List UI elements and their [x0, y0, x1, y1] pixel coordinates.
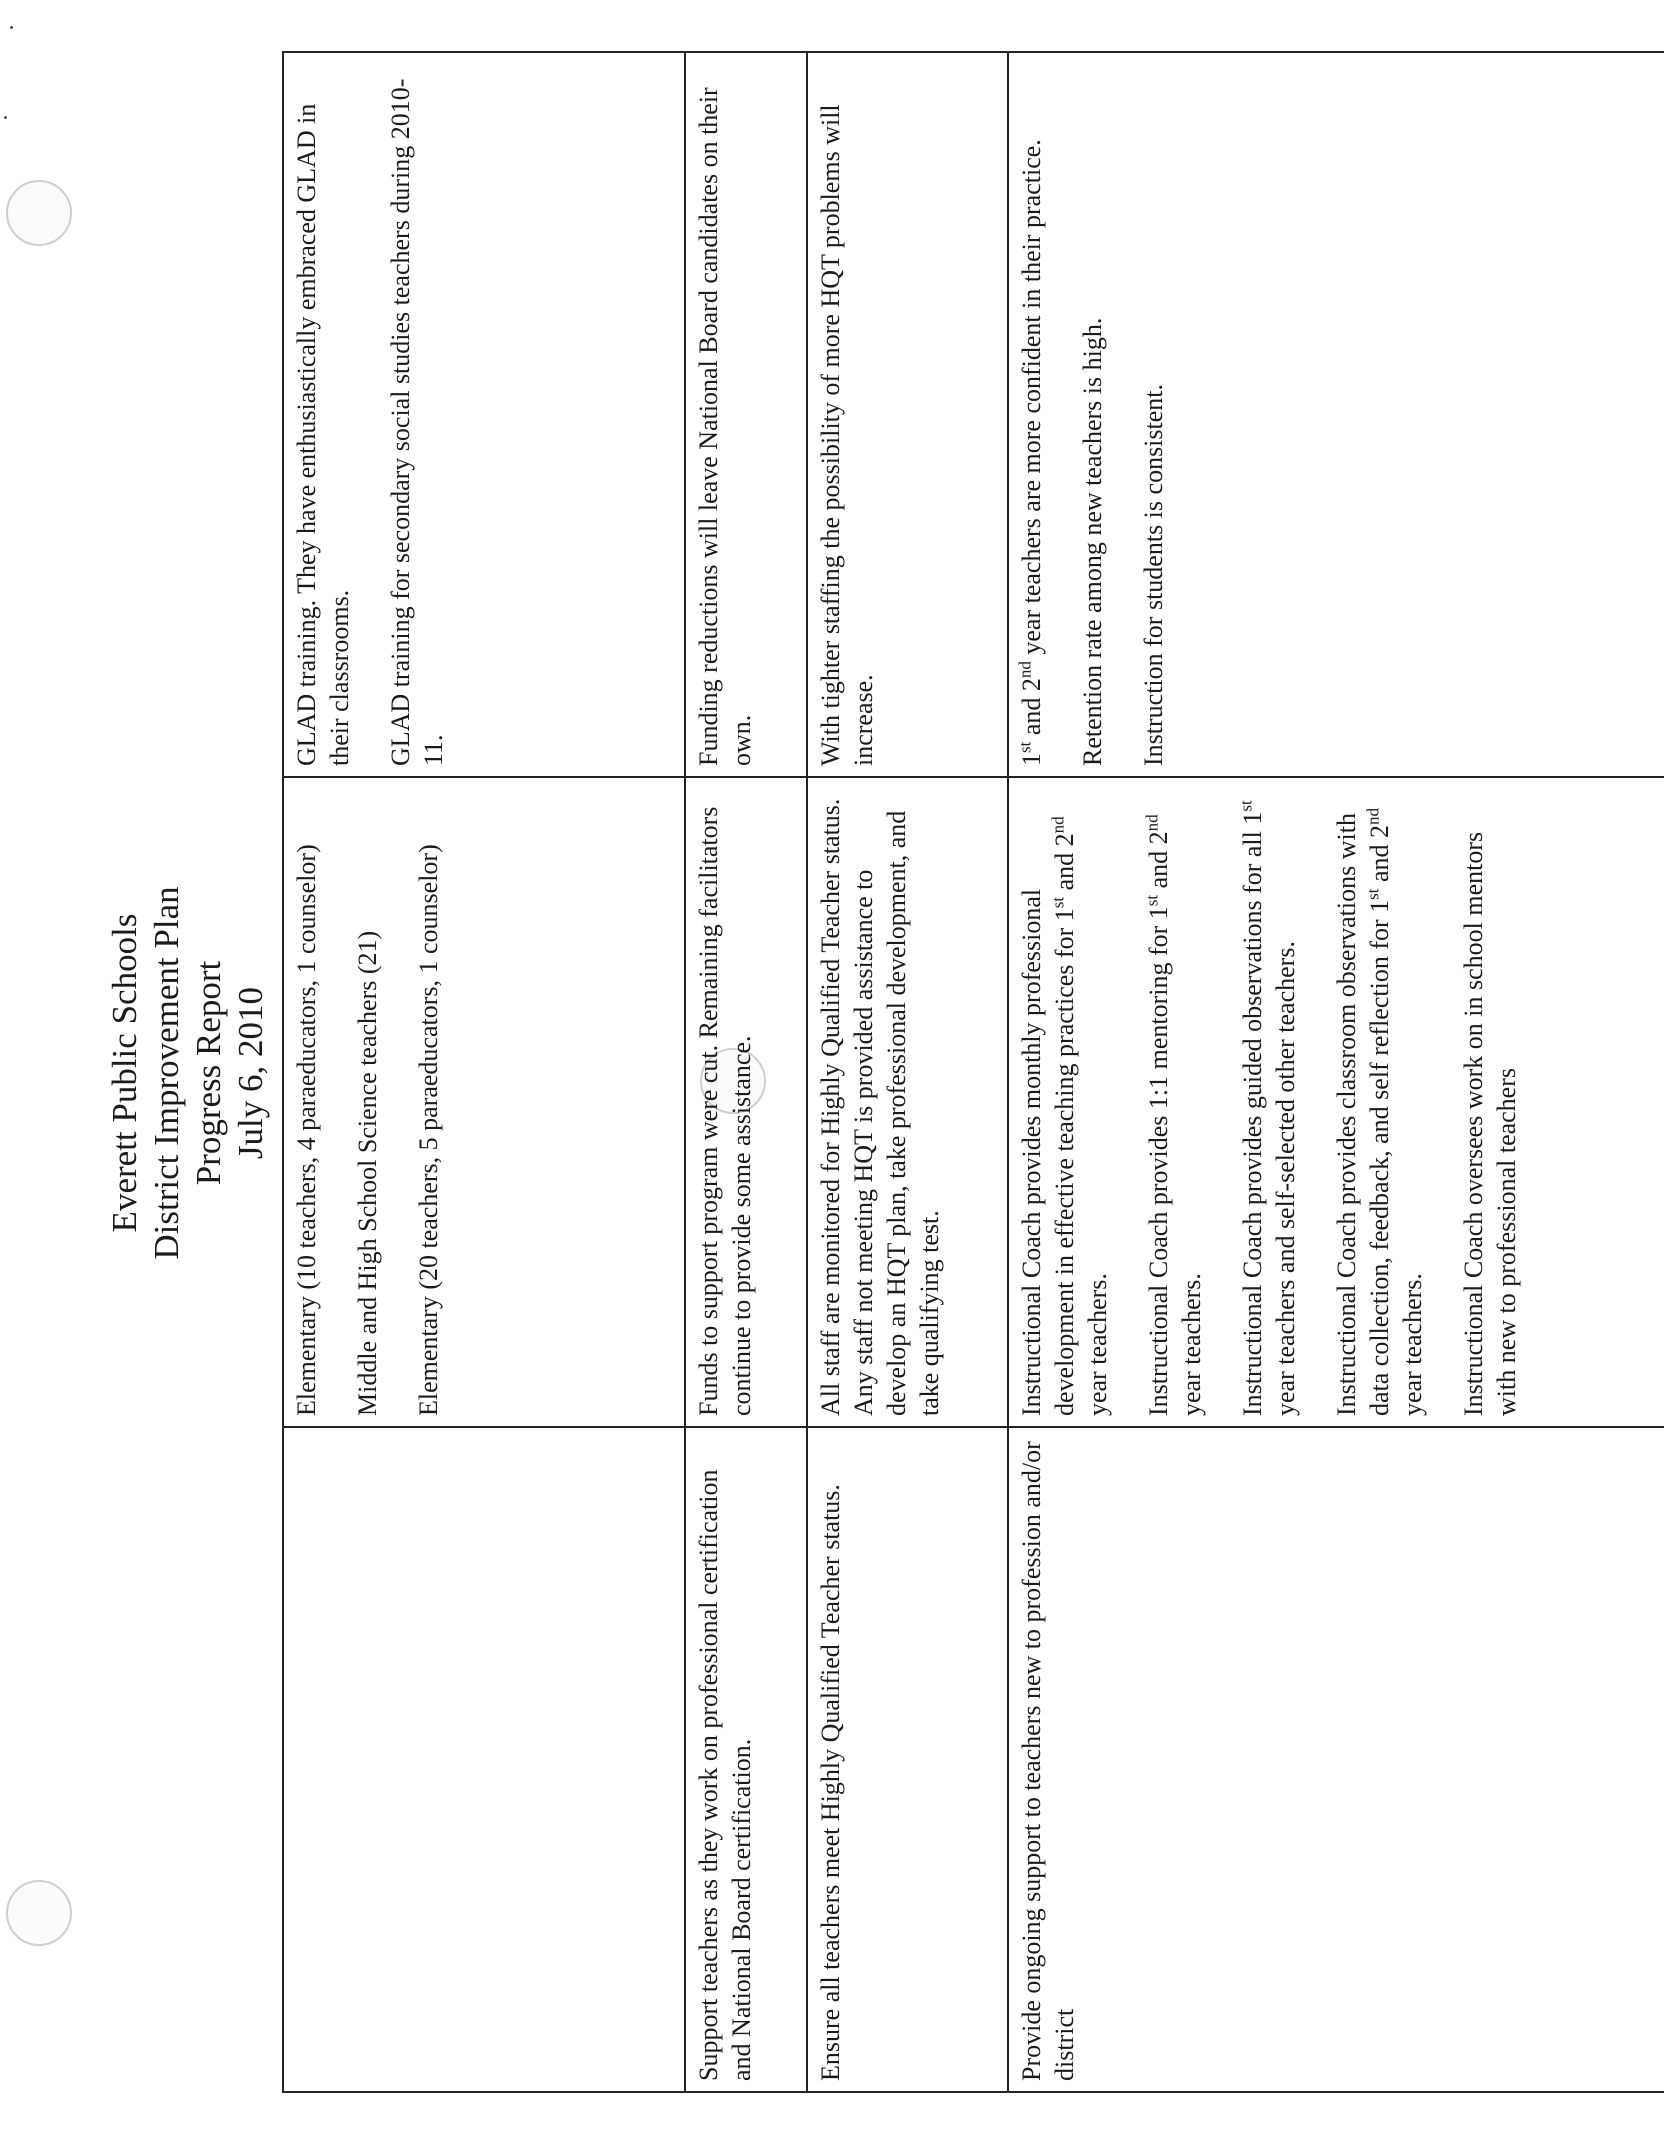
goal-text: Provide ongoing support to teachers new to profession and/or district	[1017, 1441, 1079, 2081]
plan-title: District Improvement Plan	[147, 886, 186, 1260]
result-cell	[685, 52, 807, 777]
action-cell	[283, 777, 685, 1427]
result-text: Retention rate among new teachers is high.	[1078, 317, 1107, 766]
goal-cell	[807, 1427, 1008, 2092]
table-row	[283, 52, 685, 2092]
result-text: With tighter staffing the possibility of more HQT problems will increase.	[816, 104, 878, 766]
goal-cell	[1008, 1427, 1664, 2092]
action-text: Instructional Coach provides 1:1 mentoring for 1st and 2nd year teachers.	[1142, 814, 1206, 1416]
table-row	[1008, 52, 1664, 2092]
result-cell	[1008, 52, 1664, 777]
goal-cell	[283, 1427, 685, 2092]
document-header	[52, 53, 277, 2093]
result-text: Instruction for students is consistent.	[1139, 383, 1168, 766]
action-cell	[685, 777, 807, 1427]
table-row	[807, 52, 1008, 2092]
action-text: Instructional Coach provides monthly professional development in effective teaching practices for 1st and 2nd year teachers.	[1017, 816, 1112, 1416]
result-text: GLAD training. They have enthusiastically embraced GLAD in their classrooms.	[292, 103, 354, 766]
result-text: GLAD training for secondary social studies teachers during 2010-11.	[386, 78, 448, 766]
rotated-page	[52, 53, 1557, 2093]
plan-table	[282, 51, 1664, 2093]
action-text: Elementary (10 teachers, 4 paraeducators, 1 counselor)	[292, 844, 321, 1416]
result-cell	[807, 52, 1008, 777]
goal-text: Ensure all teachers meet Highly Qualified Teacher status.	[816, 1484, 845, 2081]
action-text: Instructional Coach oversees work on in school mentors with new to professional teachers	[1459, 831, 1521, 1416]
action-text: All staff are monitored for Highly Qualified Teacher status. Any staff not meeting HQT is provided assistance to develop an HQT plan, take professional development, and take qualifying test.	[816, 798, 944, 1416]
report-title: Progress Report	[189, 960, 228, 1186]
goal-text: Support teachers as they work on professional certification and National Board certification.	[694, 1469, 756, 2081]
action-text: Instructional Coach provides guided observations for all 1st year teachers and self-selected other teachers.	[1236, 800, 1300, 1416]
scan-speck	[4, 116, 7, 119]
action-text: Funds to support program were cut. Remaining facilitators continue to provide some assistance.	[694, 806, 756, 1416]
result-cell	[283, 52, 685, 777]
action-text: Instructional Coach provides classroom observations with data collection, feedback, and self reflection for 1st and 2nd year teachers.	[1332, 807, 1427, 1416]
result-text: 1st and 2nd year teachers are more confident in their practice.	[1015, 139, 1046, 766]
action-text: Elementary (20 teachers, 5 paraeducators, 1 counselor)	[414, 844, 443, 1416]
table-row	[685, 52, 807, 2092]
action-text: Middle and High School Science teachers (21)	[353, 930, 382, 1416]
result-text: Funding reductions will leave National Board candidates on their own.	[694, 87, 756, 766]
goal-cell	[685, 1427, 807, 2092]
action-cell	[807, 777, 1008, 1427]
report-date: July 6, 2010	[231, 986, 270, 1160]
scan-speck	[10, 26, 13, 29]
action-cell	[1008, 777, 1664, 1427]
district-name: Everett Public Schools	[105, 913, 144, 1233]
